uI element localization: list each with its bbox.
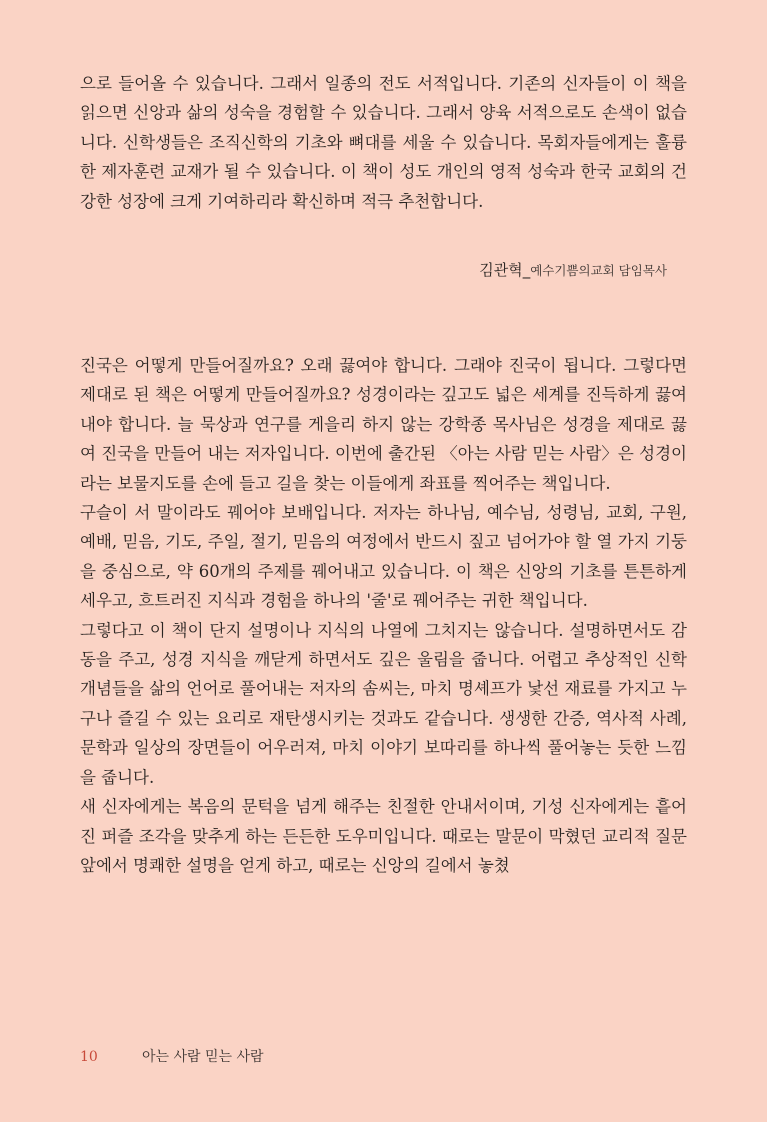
running-title: 아는 사람 믿는 사람 <box>142 1049 264 1065</box>
endorser-church-title: 예수기쁨의교회 담임목사 <box>530 263 667 278</box>
endorser-name: 김관혁 <box>479 261 523 279</box>
body-paragraph: 구슬이 서 말이라도 꿰어야 보배입니다. 저자는 하나님, 예수님, 성령님, 교회, 구원, 예배, 믿음, 기도, 주일, 절기, 믿음의 여정에서 반드시 짚고 넘어가야 할 열 가지 기둥을 중심으로, 약 60개의 주제를 꿰어내고 있습니다. 이 책은 신앙의 기초를 튼튼하게 세우고, 흐트러진 지식과 경험을 하나의 '줄'로 꿰어주는 귀한 책입니다. <box>80 503 687 611</box>
endorsement-section-2 <box>80 351 687 880</box>
body-paragraph: 으로 들어올 수 있습니다. 그래서 일종의 전도 서적입니다. 기존의 신자들이 이 책을 읽으면 신앙과 삶의 성숙을 경험할 수 있습니다. 그래서 양육 서적으로도 손색이 없습니다. 신학생들은 조직신학의 기초와 뼈대를 세울 수 있습니다. 목회자들에게는 훌륭한 제자훈련 교재가 될 수 있습니다. 이 책이 성도 개인의 영적 성숙과 한국 교회의 건강한 성장에 크게 기여하리라 확신하며 적극 추천합니다. <box>80 74 687 211</box>
page-footer <box>80 1046 264 1066</box>
body-paragraph: 진국은 어떻게 만들어질까요? 오래 끓여야 합니다. 그래야 진국이 됩니다. 그렇다면 제대로 된 책은 어떻게 만들어질까요? 성경이라는 깊고도 넓은 세계를 진득하게 끓여내야 합니다. 늘 묵상과 연구를 게을리 하지 않는 강학종 목사님은 성경을 제대로 끓여 진국을 만들어 내는 저자입니다. 이번에 출간된 〈아는 사람 믿는 사람〉은 성경이라는 보물지도를 손에 들고 길을 찾는 이들에게 좌표를 찍어주는 책입니다. <box>80 356 687 493</box>
body-paragraph: 새 신자에게는 복음의 문턱을 넘게 해주는 친절한 안내서이며, 기성 신자에게는 흩어진 퍼즐 조각을 맞추게 하는 든든한 도우미입니다. 때로는 말문이 막혔던 교리적 질문 앞에서 명쾌한 설명을 얻게 하고, 때로는 신앙의 길에서 놓쳤 <box>80 797 687 875</box>
endorser-signature <box>479 259 667 280</box>
body-paragraph: 그렇다고 이 책이 단지 설명이나 지식의 나열에 그치지는 않습니다. 설명하면서도 감동을 주고, 성경 지식을 깨닫게 하면서도 깊은 울림을 줍니다. 어렵고 추상적인 신학 개념들을 삶의 언어로 풀어내는 저자의 솜씨는, 마치 명셰프가 낯선 재료를 가지고 누구나 즐길 수 있는 요리로 재탄생시키는 것과도 같습니다. 생생한 간증, 역사적 사례, 문학과 일상의 장면들이 어우러져, 마치 이야기 보따리를 하나씩 풀어놓는 듯한 느낌을 줍니다. <box>80 620 687 787</box>
signature-separator: _ <box>522 261 531 279</box>
endorsement-section-1 <box>80 69 687 216</box>
page-number: 10 <box>80 1049 98 1065</box>
